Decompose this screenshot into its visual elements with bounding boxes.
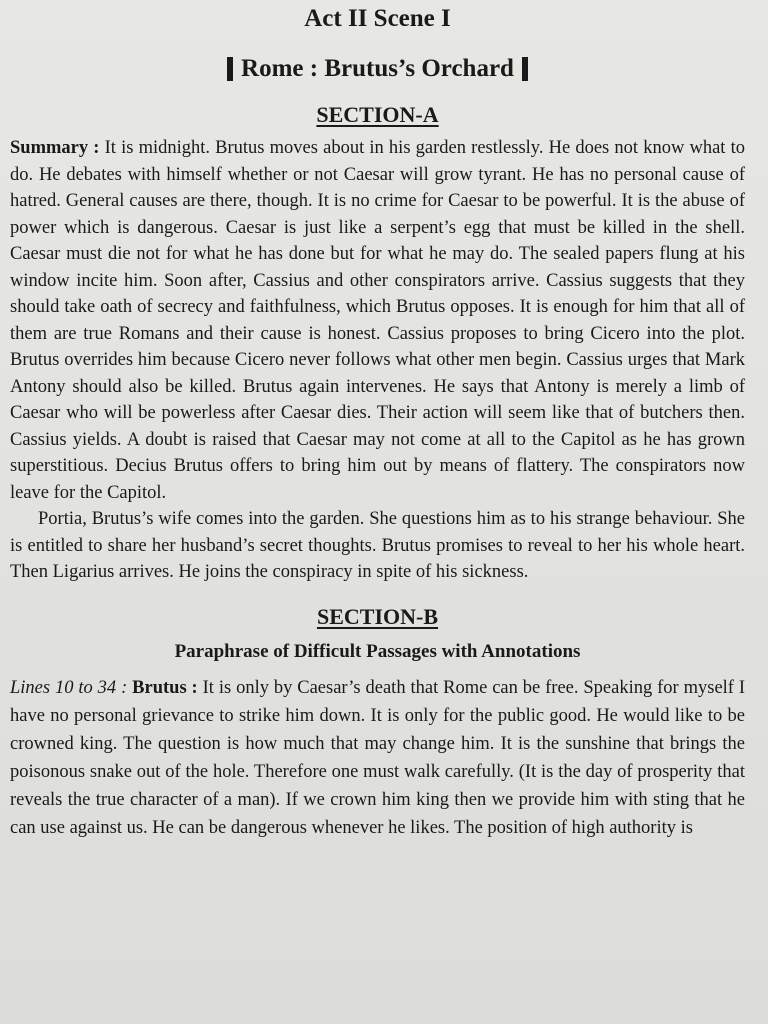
scene-location-text: Rome : Brutus’s Orchard xyxy=(241,55,514,82)
lines-reference: Lines 10 to 34 : xyxy=(10,677,128,698)
act-scene-heading: Act II Scene I xyxy=(304,5,451,32)
summary-text: It is midnight. Brutus moves about in his garden restlessly. He does not know what to do. He debates with himself whether or not Caesar will grow tyrant. He has no personal cause of hatred. General causes are there, though. It is no crime for Caesar to be powerful. It is the abuse of power which is dangerous. Caesar is just like a serpent’s egg that must be killed in the shell. Caesar must die not for what he has done but for what he may do. The sealed papers flung at his window incite him. Soon after, Cassius and other conspirators arrive. Cassius suggests that they should take oath of secrecy and faithfulness, which Brutus opposes. It is enough for him that all of them are true Romans and their cause is honest. Cassius proposes to bring Cicero into the plot. Brutus overrides him because Cicero never follows what other men begin. Cassius urges that Mark Antony should also be killed. Brutus again intervenes. He says that Antony is merely a limb of Caesar who will be powerless after Caesar dies. Their action will seem like that of butchers then. Cassius yields. A doubt is raised that Caesar may not come at all to the Capitol as he has grown superstitious. Decius Brutus offers to bring him out by means of flattery. The conspirators now leave for the Capitol. xyxy=(10,138,745,503)
summary-label: Summary : xyxy=(10,138,100,158)
summary-paragraph xyxy=(10,135,745,506)
paraphrase-subtitle: Paraphrase of Difficult Passages with Annotations xyxy=(174,640,581,662)
right-bar-ornament xyxy=(522,57,528,81)
scene-location-heading xyxy=(10,54,745,84)
speaker-label: Brutus : xyxy=(132,677,198,698)
paraphrase-paragraph xyxy=(10,674,745,842)
page-content xyxy=(10,0,745,842)
left-bar-ornament xyxy=(227,57,233,81)
paraphrase-text: It is only by Caesar’s death that Rome can be free. Speaking for myself I have no personal grievance to strike him down. It is only for the public good. He would like to be crowned king. The question is how much that may change him. It is the sunshine that brings the poisonous snake out of the hole. Therefore one must walk carefully. (It is the day of prosperity that reveals the true character of a man). If we crown him king then we provide him with sting that he can use against us. He can be dangerous whenever he likes. The position of high authority is xyxy=(10,677,746,838)
section-b-title: SECTION-B xyxy=(316,603,439,629)
section-a-title: SECTION-A xyxy=(316,102,439,127)
portia-paragraph: Portia, Brutus’s wife comes into the garden. She questions him as to his strange behaviour. She is entitled to share her husband’s secret thoughts. Brutus promises to reveal to her his whole heart. Then Ligarius arrives. He joins the conspiracy in spite of his sickness. xyxy=(10,509,745,582)
